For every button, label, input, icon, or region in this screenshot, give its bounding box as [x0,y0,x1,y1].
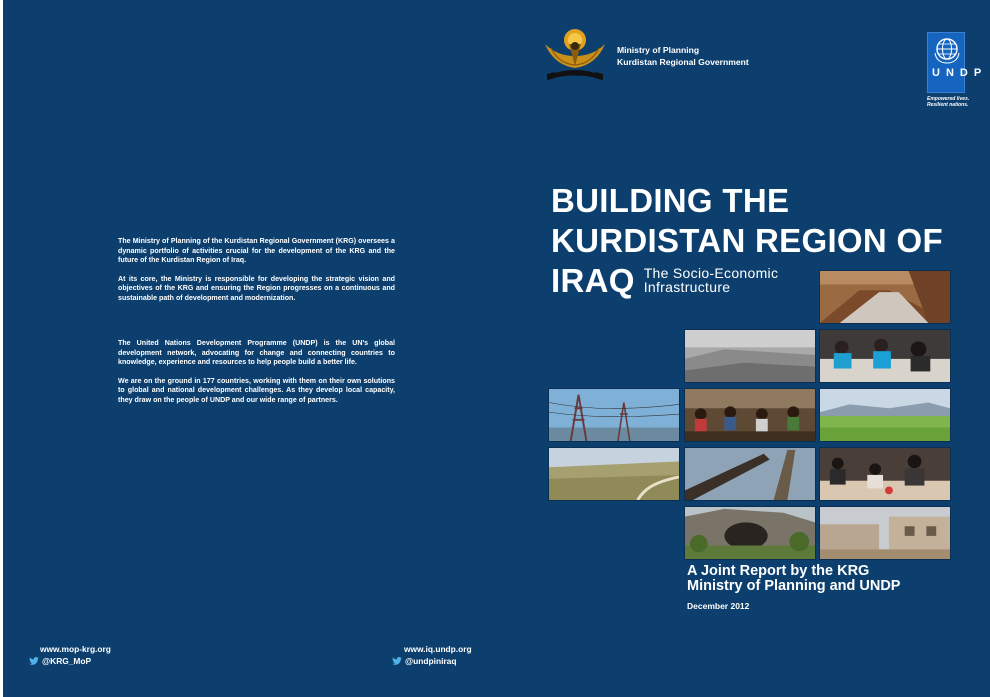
photo-children-classroom [684,388,816,442]
undp-twitter-handle[interactable] [392,656,456,666]
undp-tagline-2: Resilient nations. [927,102,969,108]
twitter-bird-icon [29,657,39,665]
photo-students-classroom [819,329,951,383]
undp-description [118,339,395,415]
photo-pipeline-trench [819,270,951,324]
krg-emblem-icon [541,22,609,86]
government-name: Kurdistan Regional Government [617,57,749,67]
undp-paragraph-2: We are on the ground in 177 countries, working with them on their own solutions to global and national development challenges. As they develop local capacity, they draw on the people of UNDP and our wide range of partners. [118,376,395,404]
joint-report-heading [687,564,900,594]
mop-description [118,237,395,313]
mop-paragraph-1: The Ministry of Planning of the Kurdistan Regional Government (KRG) oversees a dynamic portfolio of activities crucial for the development of the KRG and the future of the Kurdistan Region of Iraq. [118,237,395,265]
twitter-bird-icon [392,657,402,665]
photo-village-houses [819,506,951,560]
title-line-1: BUILDING THE [551,182,790,219]
photo-cave-mountain [684,506,816,560]
un-globe-icon [928,33,966,67]
photo-green-field [819,388,951,442]
photo-pipes-sky [684,447,816,501]
undp-paragraph-1: The United Nations Development Programme (UNDP) is the UN's global development network, advocating for change and connecting countries to knowledge, experience and resources to help people build a better life. [118,339,395,367]
photo-power-lines [548,388,680,442]
joint-line-2: Ministry of Planning and UNDP [687,578,901,594]
report-subtitle [644,266,804,294]
title-line-2: KURDISTAN REGION OF [551,222,943,259]
report-cover-spread [3,0,990,697]
photo-valley-road [548,447,680,501]
ministry-header [617,44,749,68]
undp-tagline-1: Empowered lives. [927,96,970,102]
mop-paragraph-2: At its core, the Ministry is responsible for developing the strategic vision and objectives of the KRG and ensuring the Region progresses on a continuous and sustainable path of development and modernization. [118,274,395,302]
mop-twitter-handle[interactable] [29,656,91,666]
joint-line-1: A Joint Report by the KRG [687,563,870,579]
subtitle-line-2: Infrastructure [643,279,731,295]
title-line-3: IRAQ [551,262,635,299]
undp-logo [927,32,988,116]
undp-letters: UNDP [932,67,988,79]
photo-family-gathering [819,447,951,501]
undp-logo-box [927,32,988,93]
subtitle-line-1: The Socio-Economic [643,265,779,281]
undp-website-link[interactable]: www.iq.undp.org [404,644,472,654]
mop-twitter-text: @KRG_MoP [42,656,92,666]
undp-twitter-text: @undpiniraq [405,656,457,666]
report-date: December 2012 [687,601,750,611]
ministry-name: Ministry of Planning [617,45,700,55]
mop-website-link[interactable]: www.mop-krg.org [40,644,111,654]
photo-landscape-grayscale [684,329,816,383]
